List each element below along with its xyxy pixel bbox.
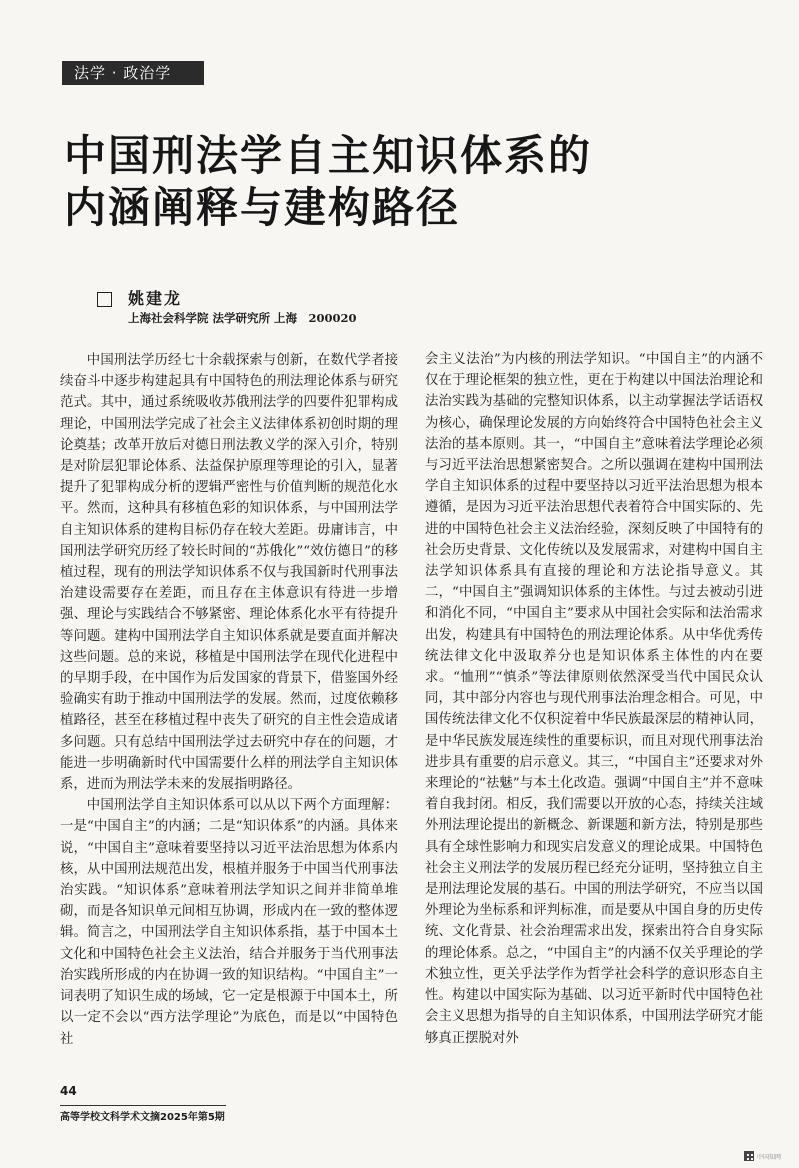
page-number: 44 [60, 1084, 77, 1098]
watermark: 中国知网 [757, 1154, 782, 1161]
title-line-2: 内涵阐释与建构路径 [64, 183, 461, 232]
body-paragraph: 中国刑法学自主知识体系可以从以下两个方面理解：一是“中国自主”的内涵；二是“知识体系”的内涵。具体来说，“中国自主”意味着要坚持以习近平法治思想为体系内核，从中国刑法规范出发，根植并服务于中国当代刑事法治实践。“知识体系”意味着刑法学知识之间并非简单堆砌，而是各知识单元间相互协调，形成内在一致的整体逻辑。简言之，中国刑法学自主知识体系指，基于中国本土文化和中国特色社会主义法治，结合并服务于当代刑事法治实践所形成的内在协调一致的知识结构。“中国自主”一词表明了知识生成的场域，它一定是根源于中国本土，所以一定不会以“西方法学理论”为底色，而是以“中国特色社 [60, 798, 398, 1047]
journal-name: 高等学校文科学术文摘2025年第5期 [60, 1112, 225, 1123]
footer-divider [60, 1105, 226, 1106]
author-affiliation: 上海社会科学院 法学研究所 上海 200020 [128, 311, 357, 325]
body-column-right [425, 349, 763, 1049]
title-line-1: 中国刑法学自主知识体系的 [64, 131, 593, 180]
body-paragraph: 中国刑法学历经七十余载探索与创新，在数代学者接续奋斗中逐步构建起具有中国特色的刑法理论体系与研究范式。其中，通过系统吸收苏俄刑法学的四要件犯罪构成理论，中国刑法学完成了社会主义法律体系初创时期的理论奠基；改革开放后对德日刑法教义学的深入引介，特别是对阶层犯罪论体系、法益保护原理等理论的引入，显著提升了犯罪构成分析的逻辑严密性与价值判断的规范化水平。然而，这种具有移植色彩的知识体系，与中国刑法学自主知识体系的建构目标仍存在较大差距。毋庸讳言，中国刑法学研究历经了较长时间的“苏俄化”“效仿德日”的移植过程，现有的刑法学知识体系不仅与我国新时代刑事法治建设需要存在差距，而且存在主体意识有待进一步增强、理论与实践结合不够紧密、理论体系化水平有待提升等问题。建构中国刑法学自主知识体系就是要直面并解决这些问题。总的来说，移植是中国刑法学在现代化进程中的早期手段，在中国作为后发国家的背景下，借鉴国外经验确实有助于推动中国刑法学的发展。然而，过度依赖移植路径，甚至在移植过程中丧失了研究的自主性会造成诸多问题。只有总结中国刑法学过去研究中存在的问题，才能进一步明确新时代中国需要什么样的刑法学自主知识体系，进而为刑法学未来的发展指明路径。 [60, 353, 398, 793]
body-column-left [60, 350, 398, 1050]
body-paragraph: 会主义法治”为内核的刑法学知识。“中国自主”的内涵不仅在于理论框架的独立性，更在于构建以中国法治理论和法治实践为基础的完整知识体系，以主动掌握法学话语权为核心，确保理论发展的方向始终符合中国特色社会主义法治的基本原则。其一，“中国自主”意味着法学理论必须与习近平法治思想紧密契合。之所以强调在建构中国刑法学自主知识体系的过程中要坚持以习近平法治思想为根本遵循，是因为习近平法治思想代表着符合中国实际的、先进的中国特色社会主义法治经验，深刻反映了中国特有的社会历史背景、文化传统以及发展需求，对建构中国自主法学知识体系具有直接的理论和方法论指导意义。其二，“中国自主”强调知识体系的主体性。与过去被动引进和消化不同，“中国自主”要求从中国社会实际和法治需求出发，构建具有中国特色的刑法理论体系。从中华优秀传统法律文化中汲取养分也是知识体系主体性的内在要求。“恤刑”“慎杀”等法律原则依然深受当代中国民众认同，其中部分内容也与现代刑事法治理念相合。可见，中国传统法律文化不仅积淀着中华民族最深层的精神认同，是中华民族发展连续性的重要标识，而且对现代刑事法治进步具有重要的启示意义。其三，“中国自主”还要求对外来理论的“祛魅”与本土化改造。强调“中国自主”并不意味着自我封闭。相反，我们需要以开放的心态，持续关注域外刑法理论提出的新概念、新课题和新方法，特别是那些具有全球性影响力和现实启发意义的理论成果。中国特色社会主义刑法学的发展历程已经充分证明，坚持独立自主是刑法理论发展的基石。中国的刑法学研究，不应当以国外理论为坐标系和评判标准，而是要从中国自身的历史传统、文化背景、社会治理需求出发，探索出符合自身实际的理论体系。总之，“中国自主”的内涵不仅关乎理论的学术独立性，更关乎法学作为哲学社会科学的意识形态自主性。构建以中国实际为基础、以习近平新时代中国特色社会主义思想为指导的自主知识体系，中国刑法学研究才能够真正摆脱对外 [425, 352, 763, 1046]
author-name: 姚建龙 [128, 289, 183, 308]
square-icon [97, 292, 112, 307]
article-title [64, 130, 592, 234]
qr-code-icon [744, 1151, 754, 1161]
section-tag: 法学 · 政治学 [62, 61, 204, 85]
